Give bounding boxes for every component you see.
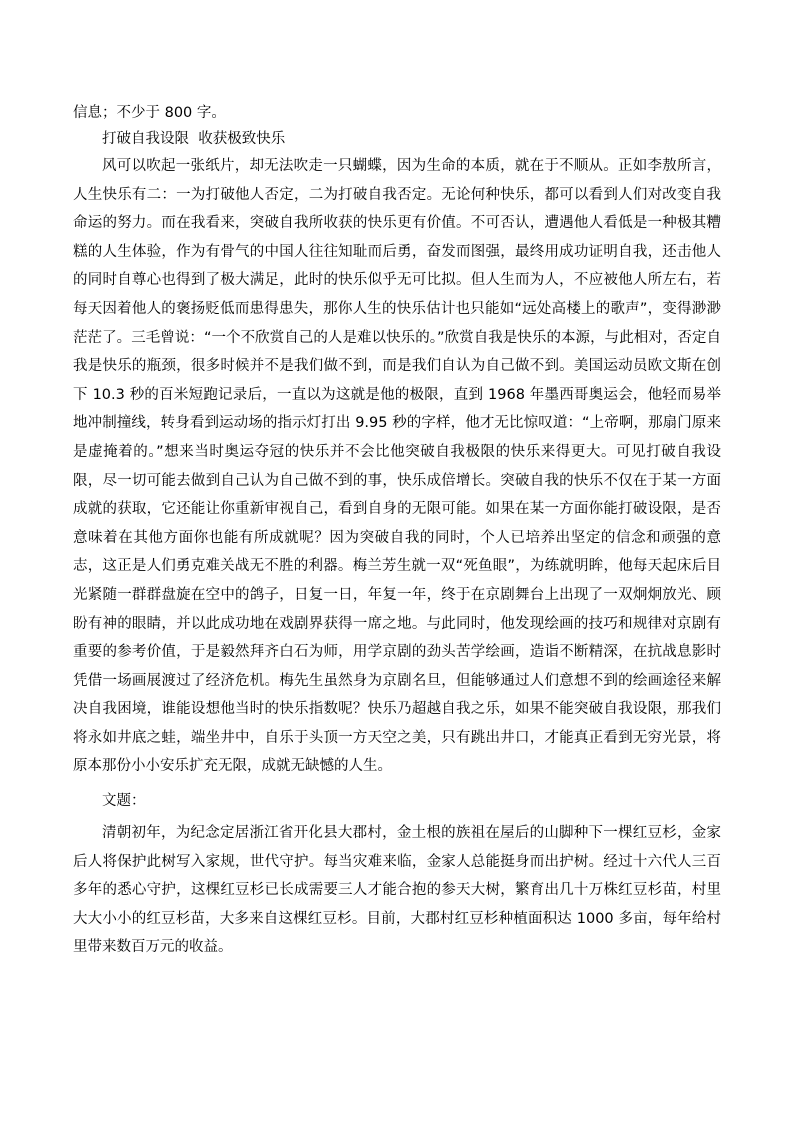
topic-label: 文题：: [102, 793, 146, 810]
topic-body-paragraph: 清朝初年，为纪念定居浙江省开化县大郡村，金土根的族祖在屋后的山脚种下一棵红豆杉，金家后人将保护此树写入家规，世代守护。每当灾难来临，金家人总能挺身而出护树。经过十六代人三百多年的悉心守护，这棵红豆杉已长成需要三人才能合抱的参天大树，繁育出几十万株红豆杉苗，村里大大小小的红豆杉苗，大多来自这棵红豆杉。目前，大郡村红豆杉种植面积达 1000 多亩，每年给村里带来数百万元的收益。: [73, 825, 721, 956]
essay-title: 打破自我设限 收获极致快乐: [102, 131, 286, 147]
prompt-tail-line: 信息；不少于 800 字。: [73, 105, 226, 121]
document-page: [73, 100, 721, 962]
essay-body-paragraph: 风可以吹起一张纸片，却无法吹走一只蝴蝶，因为生命的本质，就在于不顺从。正如李敖所言，人生快乐有二：一为打破他人否定，二为打破自我否定。无论何种快乐，都可以看到人们对改变自我命运的努力。而在我看来，突破自我所收获的快乐更有价值。不可否认，遭遇他人看低是一种极其糟糕的人生体验，作为有骨气的中国人往往知耻而后勇，奋发而图强，最终用成功证明自我，还击他人的同时自尊心也得到了极大满足，此时的快乐似乎无可比拟。但人生而为人，不应被他人所左右，若每天因着他人的褒扬贬低而患得患失，那你人生的快乐估计也只能如“远处高楼上的歌声”，变得渺渺茫茫了。三毛曾说：“一个不欣赏自己的人是难以快乐的。”欣赏自我是快乐的本源，与此相对，否定自我是快乐的瓶颈，很多时候并不是我们做不到，而是我们自认为自己做不到。美国运动员欧文斯在创下 10.3 秒的百米短跑记录后，一直以为这就是他的极限，直到 1968 年墨西哥奥运会，他轻而易举地冲制撞线，转身看到运动场的指示灯打出 9.95 秒的字样，他才无比惊叹道：“上帝啊，那扇门原来是虚掩着的。”想来当时奥运夺冠的快乐并不会比他突破自我极限的快乐来得更大。可见打破自我设限，尽一切可能去做到自己认为自己做不到的事，快乐成倍增长。突破自我的快乐不仅在于某一方面成就的获取，它还能让你重新审视自己，看到自身的无限可能。如果在某一方面你能打破设限，是否意味着在其他方面你也能有所成就呢？因为突破自我的同时，个人已培养出坚定的信念和顽强的意志，这正是人们勇克难关战无不胜的利器。梅兰芳生就一双“死鱼眼”，为练就明眸，他每天起床后目光紧随一群群盘旋在空中的鸽子，日复一日，年复一年，终于在京剧舞台上出现了一双炯炯放光、顾盼有神的眼睛，并以此成功地在戏剧界获得一席之地。与此同时，他发现绘画的技巧和规律对京剧有重要的参考价值，于是毅然拜齐白石为师，用学京剧的劲头苦学绘画，造诣不断精深，在抗战息影时凭借一场画展渡过了经济危机。梅先生虽然身为京剧名旦，但能够通过人们意想不到的绘画途径来解决自我困境，谁能设想他当时的快乐指数呢？快乐乃超越自我之乐，如果不能突破自我设限，那我们将永如井底之蛙，端坐井中，自乐于头顶一方天空之美，只有跳出井口，才能真正看到无穷光景，将原本那份小小安乐扩充无限，成就无缺憾的人生。: [73, 158, 721, 775]
